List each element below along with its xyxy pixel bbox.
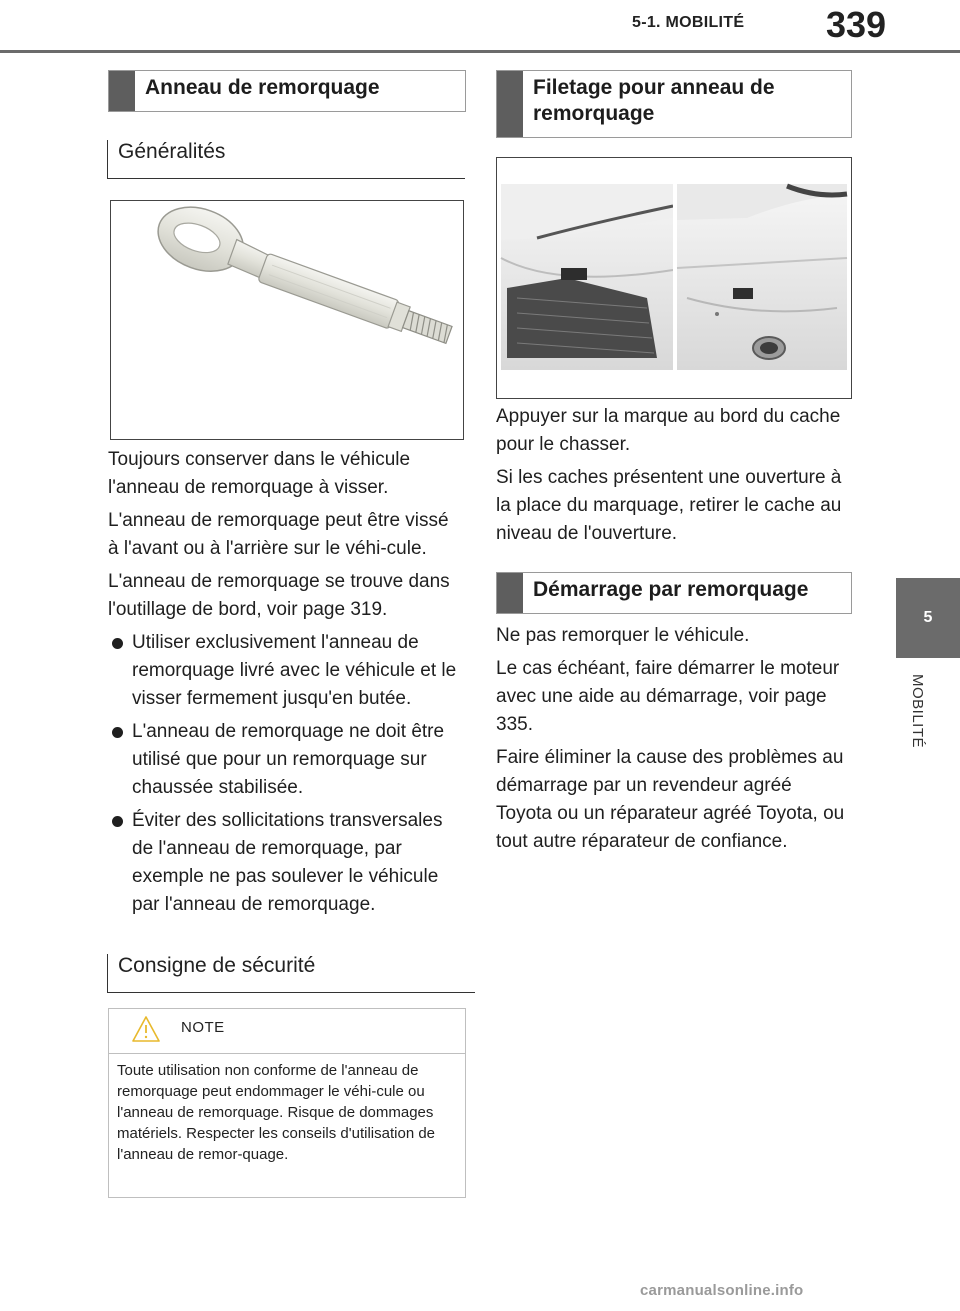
left-body [108, 446, 464, 924]
warning-triangle-icon [131, 1015, 161, 1048]
heading-text: Filetage pour anneau de remorquage [533, 76, 775, 125]
list-item-text: L'anneau de remorquage ne doit être utilisé que pour un remorquage sur chaussée stabilisée. [132, 721, 445, 798]
paragraph: Toujours conserver dans le véhicule l'anneau de remorquage à visser. [108, 449, 411, 498]
header-rule [0, 50, 960, 53]
heading-towing-eye [108, 70, 466, 112]
heading-thread [496, 70, 852, 138]
subheading-text: Consigne de sécurité [118, 954, 316, 977]
list-item-text: Utiliser exclusivement l'anneau de remorquage livré avec le véhicule et le visser fermement jusqu'en butée. [132, 632, 457, 709]
bumper-covers-illustration [497, 158, 851, 398]
figure-bumper-covers [496, 157, 852, 399]
note-label: NOTE [181, 1019, 225, 1036]
bullet-icon [112, 816, 123, 827]
list-item [108, 807, 464, 919]
bullet-list [108, 629, 464, 919]
heading-text: Anneau de remorquage [145, 76, 380, 99]
heading-bar [497, 573, 523, 613]
paragraph: Si les caches présentent une ouverture à la place du marquage, retirer le cache au niveau de l'ouverture. [496, 467, 842, 544]
note-box [108, 1008, 466, 1198]
paragraph: Appuyer sur la marque au bord du cache pour le chasser. [496, 406, 841, 455]
towing-eye-illustration [111, 201, 463, 439]
chapter-label-text: MOBILITÉ [909, 674, 926, 749]
bullet-icon [112, 727, 123, 738]
heading-bar [109, 71, 135, 111]
subheading-text: Généralités [118, 140, 226, 163]
note-text: Toute utilisation non conforme de l'anneau de remorquage peut endommager le véhi-cule ou l'anneau de remorquage. Risque de dommages matériels. Respecter les conseils d'utilisation de l'anneau de remor-quage. [117, 1062, 436, 1163]
heading-bar [497, 71, 523, 137]
page-number: 339 [826, 4, 887, 45]
figure-towing-eye [110, 200, 464, 440]
list-item-text: Éviter des sollicitations transversales de l'anneau de remorquage, par exemple ne pas soulever le véhicule par l'anneau de remorquage. [132, 810, 443, 915]
watermark: carmanualsonline.info [640, 1282, 804, 1299]
heading-text: Démarrage par remorquage [533, 578, 809, 601]
paragraph: Faire éliminer la cause des problèmes au démarrage par un revendeur agréé Toyota ou un réparateur agréé Toyota, ou tout autre réparateur de confiance. [496, 747, 845, 852]
note-header [109, 1009, 465, 1054]
right-body-2 [496, 622, 850, 861]
subheading-safety [107, 954, 475, 993]
list-item [108, 629, 464, 713]
paragraph: L'anneau de remorquage peut être vissé à l'avant ou à l'arrière sur le véhi-cule. [108, 510, 449, 559]
heading-tow-start [496, 572, 852, 614]
chapter-tab [896, 578, 960, 658]
bullet-icon [112, 638, 123, 649]
chapter-label [904, 674, 928, 814]
section-title: 5-1. MOBILITÉ [632, 14, 745, 31]
subheading-general [107, 140, 465, 179]
paragraph: L'anneau de remorquage se trouve dans l'outillage de bord, voir page 319. [108, 571, 450, 620]
list-item [108, 718, 464, 802]
right-body-1 [496, 403, 850, 553]
chapter-number: 5 [923, 609, 933, 626]
paragraph: Ne pas remorquer le véhicule. [496, 625, 750, 646]
paragraph: Le cas échéant, faire démarrer le moteur avec une aide au démarrage, voir page 335. [496, 658, 840, 735]
